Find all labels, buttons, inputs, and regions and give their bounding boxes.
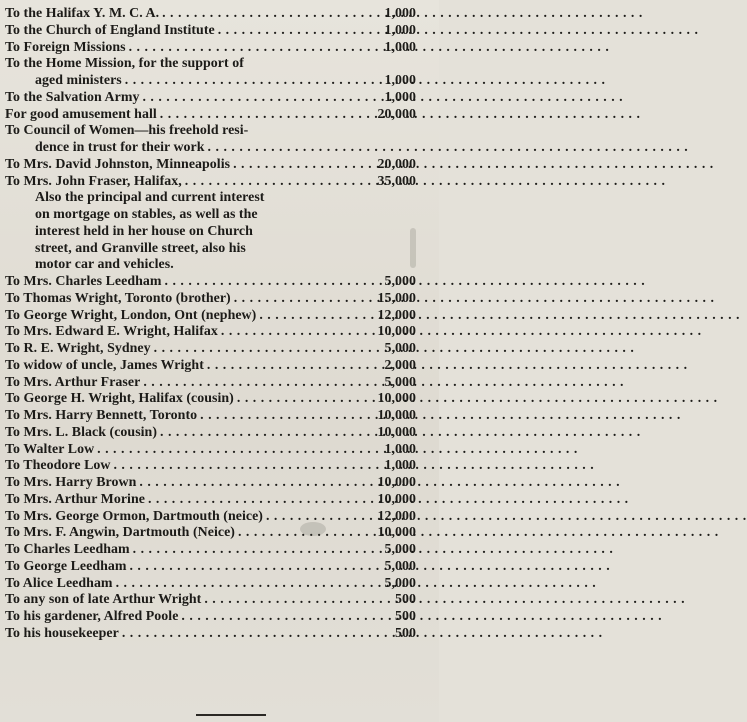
- bequest-recipient: street, and Granville street, also his: [35, 240, 246, 256]
- dot-leader: [125, 73, 369, 90]
- bequest-row: [5, 190, 416, 207]
- bequest-row: [5, 123, 416, 140]
- bequest-recipient: To Theodore Low: [5, 458, 111, 474]
- bequest-recipient: To Mrs. Harry Brown: [5, 475, 137, 490]
- dot-leader: [113, 458, 369, 475]
- bequest-recipient: To Charles Leedham: [5, 542, 130, 557]
- bequest-recipient: To Mrs. George Ormon, Dartmouth (neice): [5, 508, 263, 524]
- bequest-recipient: To any son of late Arthur Wright: [5, 592, 202, 608]
- bequest-amount: 20,000: [377, 106, 416, 122]
- bequest-row: [5, 425, 416, 442]
- dot-leader: [116, 576, 369, 593]
- dot-leader: [97, 442, 369, 459]
- bequest-row: [5, 559, 416, 576]
- bequest-row: [5, 576, 416, 593]
- bequest-row: [5, 73, 416, 90]
- bequest-amount: 1,000: [384, 6, 416, 21]
- bequest-row: [5, 458, 416, 475]
- bequest-amount: 1,000: [384, 89, 416, 105]
- bequest-row: [5, 525, 416, 542]
- bequest-amount: 1,000: [384, 22, 416, 38]
- dot-leader: [221, 324, 369, 341]
- bequest-recipient: To his housekeeper: [5, 625, 119, 641]
- bequest-amount: 1,000: [384, 441, 416, 457]
- bequest-row: [5, 257, 416, 274]
- dot-leader: [162, 6, 369, 23]
- bequest-row: [5, 157, 416, 174]
- bequest-row: [5, 542, 416, 559]
- dot-leader: [204, 592, 369, 609]
- dot-leader: [148, 492, 369, 509]
- bequest-amount: 500: [395, 592, 416, 608]
- bequest-recipient: To George Leedham: [5, 558, 127, 574]
- bequest-row: [5, 408, 416, 425]
- bequest-recipient: aged ministers: [35, 73, 122, 88]
- bequest-amount: 500: [395, 609, 416, 624]
- dot-leader: [154, 341, 369, 358]
- bequest-recipient: To George H. Wright, Halifax (cousin): [5, 391, 234, 407]
- bequest-amount: 5,000: [384, 542, 416, 557]
- bequest-row: [5, 509, 416, 526]
- bequest-row: [5, 375, 416, 392]
- dot-leader: [160, 107, 369, 124]
- bequest-row: [5, 358, 416, 375]
- bequest-recipient: To Foreign Missions: [5, 39, 126, 55]
- dot-leader: [237, 391, 369, 408]
- bequest-row: [5, 174, 416, 191]
- bequest-amount: 5,000: [384, 341, 416, 356]
- bequest-row: [5, 626, 416, 643]
- bequest-recipient: To Mrs. F. Angwin, Dartmouth (Neice): [5, 525, 235, 541]
- dot-leader: [142, 90, 369, 107]
- bequest-amount: 35,000: [377, 173, 416, 189]
- bequest-recipient: To Mrs. Arthur Fraser: [5, 374, 141, 390]
- bequest-amount: 20,000: [377, 156, 416, 172]
- bequest-recipient: To George Wright, London, Ont (nephew): [5, 307, 257, 323]
- bequest-row: [5, 224, 416, 241]
- bequest-row: [5, 140, 416, 157]
- bequest-amount: 2,000: [384, 357, 416, 373]
- bequest-recipient: Also the principal and current interest: [35, 190, 265, 206]
- bequest-row: [5, 592, 416, 609]
- bequest-recipient: To Mrs. Arthur Morine: [5, 491, 145, 507]
- bequest-amount: 10,000: [377, 391, 416, 407]
- bequest-row: [5, 23, 416, 40]
- dot-leader: [200, 408, 369, 425]
- bequest-recipient: To Thomas Wright, Toronto (brother): [5, 290, 231, 306]
- bequest-amount: 10,000: [377, 491, 416, 507]
- bequest-amount: 5,000: [384, 374, 416, 390]
- bequest-recipient: on mortgage on stables, as well as the: [35, 207, 258, 222]
- bequest-row: [5, 324, 416, 341]
- bequest-amount: 1,000: [384, 39, 416, 55]
- bequest-row: [5, 207, 416, 224]
- bequest-row: [5, 56, 416, 73]
- bequest-amount: 12,000: [377, 307, 416, 323]
- bequest-amount: 10,000: [377, 525, 416, 541]
- bequest-recipient: To Mrs. Harry Bennett, Toronto: [5, 408, 198, 423]
- dot-leader: [259, 308, 369, 325]
- bequest-amount: 15,000: [377, 290, 416, 306]
- column-divider-rule: [196, 714, 266, 716]
- bequest-row: [5, 291, 416, 308]
- bequest-row: [5, 40, 416, 57]
- dot-leader: [233, 157, 369, 174]
- bequest-row: [5, 391, 416, 408]
- dot-leader: [165, 274, 369, 291]
- bequest-amount: 5,000: [384, 274, 416, 289]
- dot-leader: [133, 542, 369, 559]
- bequest-recipient: To Alice Leedham: [5, 575, 113, 591]
- bequest-amount: 10,000: [377, 424, 416, 440]
- dot-leader: [139, 475, 369, 492]
- bequest-recipient: To the Halifax Y. M. C. A.: [5, 6, 160, 21]
- bequest-recipient: To the Salvation Army: [5, 89, 140, 105]
- dot-leader: [122, 626, 369, 643]
- bequest-row: [5, 609, 416, 626]
- dot-leader: [266, 509, 369, 526]
- dot-leader: [218, 23, 369, 40]
- bequest-recipient: interest held in her house on Church: [35, 223, 253, 239]
- bequest-recipient: To Mrs. Edward E. Wright, Halifax: [5, 324, 218, 340]
- bequest-row: [5, 241, 416, 258]
- bequest-row: [5, 274, 416, 291]
- bequest-recipient: To the Home Mission, for the support of: [5, 56, 244, 72]
- dot-leader: [129, 559, 369, 576]
- dot-leader: [208, 140, 369, 157]
- bequest-row: [5, 492, 416, 509]
- dot-leader: [234, 291, 369, 308]
- bequest-amount: 12,000: [377, 508, 416, 524]
- bequest-recipient: To Mrs. David Johnston, Minneapolis: [5, 156, 231, 172]
- bequest-recipient: To Walter Low: [5, 441, 95, 457]
- bequest-row: [5, 442, 416, 459]
- bequest-recipient: To R. E. Wright, Sydney: [5, 341, 151, 356]
- dot-leader: [181, 609, 369, 626]
- bequest-recipient: To his gardener, Alfred Poole: [5, 609, 179, 624]
- dot-leader: [143, 375, 369, 392]
- bequest-amount: 10,000: [377, 408, 416, 423]
- bequest-row: [5, 6, 416, 23]
- bequest-recipient: To Council of Women—his freehold resi-: [5, 123, 249, 139]
- bequest-recipient: motor car and vehicles.: [35, 257, 174, 273]
- bequest-recipient: To widow of uncle, James Wright: [5, 357, 204, 373]
- bequest-amount: 10,000: [377, 475, 416, 490]
- bequest-recipient: To Mrs. John Fraser, Halifax,: [5, 173, 182, 189]
- dot-leader: [129, 40, 369, 57]
- dot-leader: [185, 174, 369, 191]
- dot-leader: [238, 525, 369, 542]
- bequest-row: [5, 308, 416, 325]
- bequest-recipient: To the Church of England Institute: [5, 22, 215, 38]
- bequest-list: [5, 6, 416, 643]
- bequest-row: [5, 475, 416, 492]
- dot-leader: [160, 425, 369, 442]
- bequest-amount: 500: [395, 625, 416, 641]
- bequest-amount: 5,000: [384, 558, 416, 574]
- bequest-amount: 1,000: [384, 458, 416, 474]
- bequest-recipient: To Mrs. Charles Leedham: [5, 274, 162, 289]
- bequest-row: [5, 90, 416, 107]
- bequest-recipient: dence in trust for their work: [35, 140, 205, 155]
- bequest-row: [5, 107, 416, 124]
- dot-leader: [207, 358, 369, 375]
- bequest-amount: 1,000: [384, 73, 416, 88]
- bequest-amount: 10,000: [377, 324, 416, 340]
- bequest-recipient: To Mrs. L. Black (cousin): [5, 424, 158, 440]
- bequest-row: [5, 341, 416, 358]
- bequest-amount: 5,000: [384, 575, 416, 591]
- bequest-recipient: For good amusement hall: [5, 106, 157, 122]
